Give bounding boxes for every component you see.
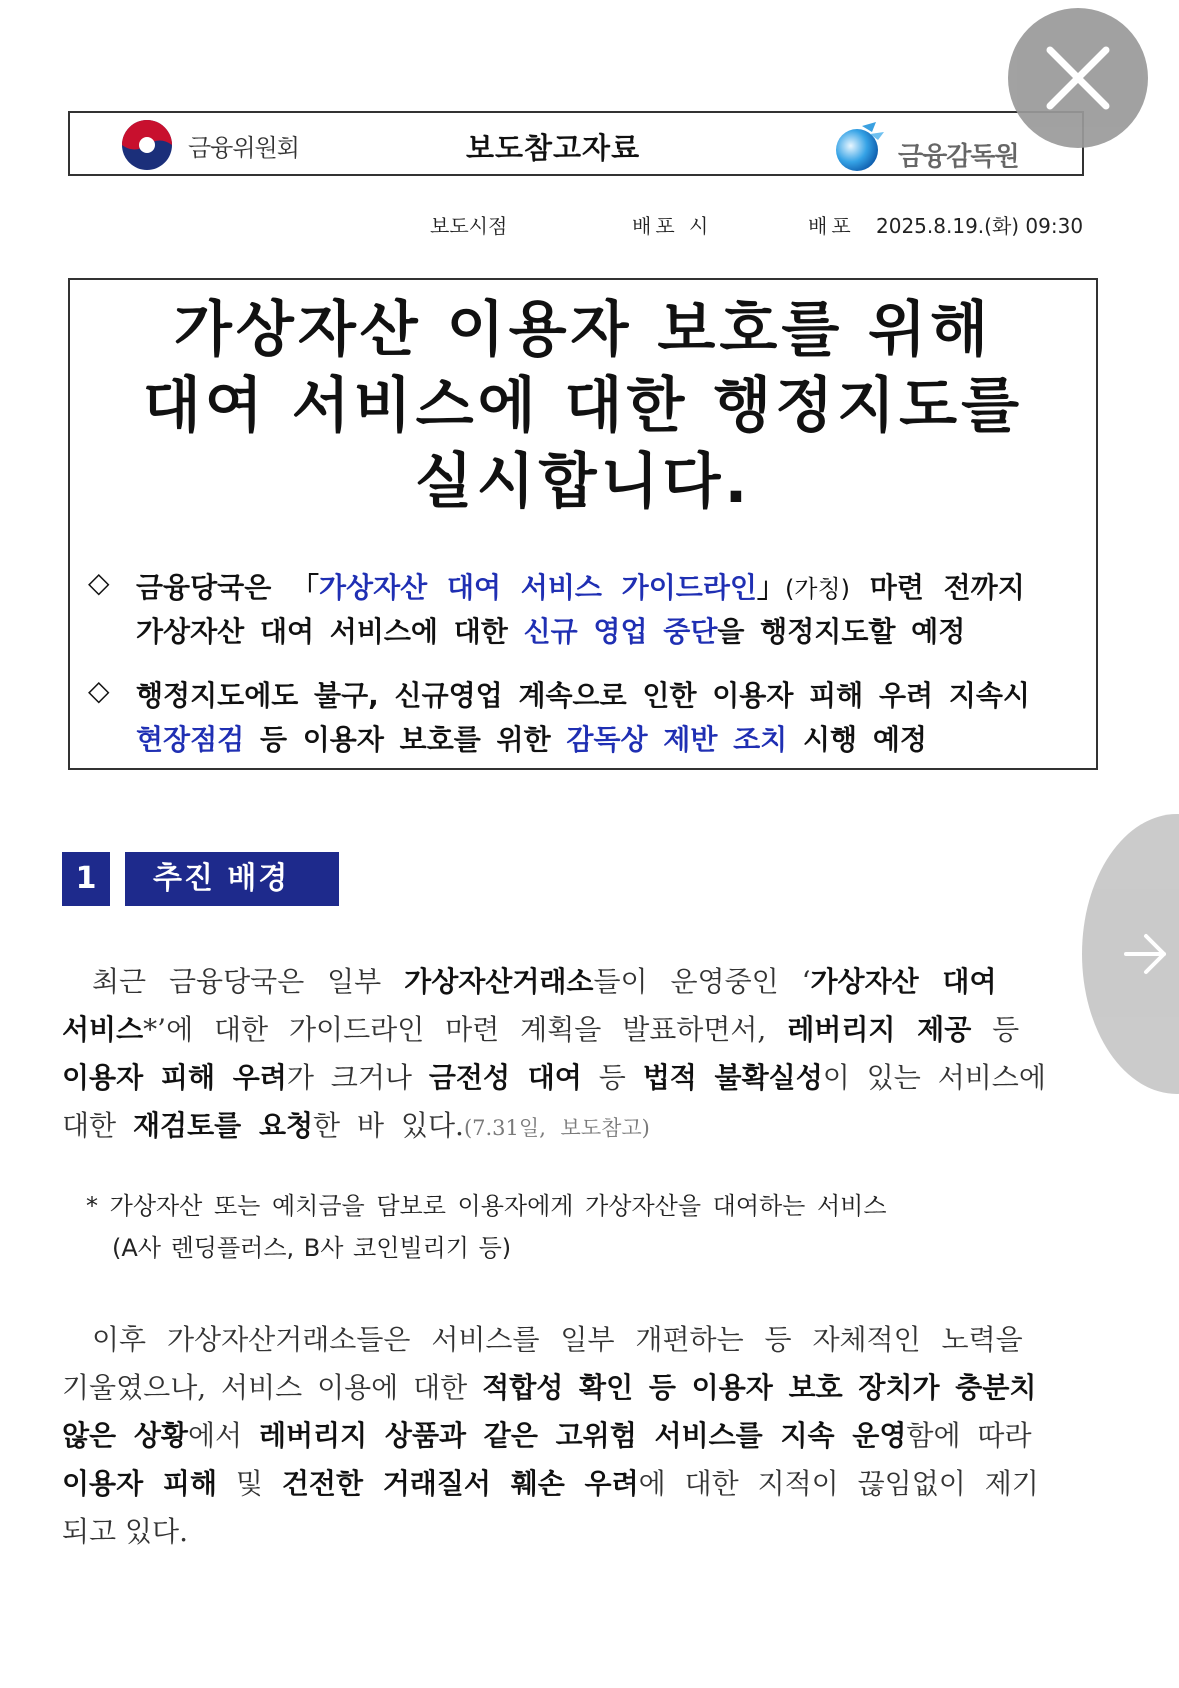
close-button[interactable]	[1008, 8, 1148, 148]
bullet-diamond-icon: ◇	[88, 674, 110, 707]
bullet-diamond-icon: ◇	[88, 566, 110, 599]
summary-bullet-2-line-1: 행정지도에도 불구, 신규영업 계속으로 인한 이용자 피해 우려 지속시	[136, 679, 1030, 712]
fss-logo	[832, 120, 886, 174]
summary-bullet-2-line-2: 현장점검 등 이용자 보호를 위한 감독상 제반 조치 시행 예정	[136, 723, 927, 756]
distribution-label: 배포	[808, 214, 855, 238]
release-time-label: 보도시점	[430, 214, 508, 238]
fsc-name: 금융위원회	[188, 134, 299, 162]
document-type: 보도참고자료	[466, 131, 641, 165]
paragraph-2-line-2: 기울였으나, 서비스 이용에 대한 적합성 확인 등 이용자 보호 장치가 충분치	[62, 1371, 1037, 1404]
section-number: 1	[62, 852, 110, 906]
fsc-logo	[120, 118, 174, 172]
footnote-line-2: (A사 렌딩플러스, B사 코인빌리기 등)	[112, 1234, 512, 1262]
paragraph-2-line-1: 이후 가상자산거래소들은 서비스를 일부 개편하는 등 자체적인 노력을	[92, 1323, 1023, 1356]
paragraph-1-line-4: 대한 재검토를 요청한 바 있다.(7.31일, 보도참고)	[62, 1109, 650, 1142]
next-page-button[interactable]	[1082, 814, 1179, 1094]
paragraph-1-line-1: 최근 금융당국은 일부 가상자산거래소들이 운영중인 ‘가상자산 대여	[92, 965, 997, 998]
paragraph-1-line-3: 이용자 피해 우려가 크거나 금전성 대여 등 법적 불확실성이 있는 서비스에	[62, 1061, 1046, 1094]
headline-line-3: 실시합니다.	[414, 447, 752, 517]
summary-bullet-1-line-2: 가상자산 대여 서비스에 대한 신규 영업 중단을 행정지도할 예정	[136, 615, 966, 648]
distribution-date: 2025.8.19.(화) 09:30	[876, 214, 1084, 238]
arrow-right-icon	[1122, 932, 1170, 976]
section-title: 추진 배경	[125, 852, 339, 906]
close-icon	[1042, 42, 1114, 114]
paragraph-2-line-3: 않은 상황에서 레버리지 상품과 같은 고위험 서비스를 지속 운영함에 따라	[62, 1419, 1032, 1452]
paragraph-2-line-5: 되고 있다.	[62, 1515, 188, 1548]
headline-line-1: 가상자산 이용자 보호를 위해	[173, 295, 993, 365]
paragraph-2-line-4: 이용자 피해 및 건전한 거래질서 훼손 우려에 대한 지적이 끊임없이 제기	[62, 1467, 1039, 1500]
summary-bullet-1-line-1: 금융당국은 「가상자산 대여 서비스 가이드라인」(가칭) 마련 전까지	[136, 571, 1025, 604]
release-time-value: 배포 시	[632, 214, 713, 238]
headline-line-2: 대여 서비스에 대한 행정지도를	[142, 371, 1024, 441]
footnote-line-1: * 가상자산 또는 예치금을 담보로 이용자에게 가상자산을 대여하는 서비스	[86, 1192, 887, 1220]
paragraph-1-line-2: 서비스*’에 대한 가이드라인 마련 계획을 발표하면서, 레버리지 제공 등	[62, 1013, 1020, 1046]
fss-name: 금융감독원	[898, 142, 1019, 172]
